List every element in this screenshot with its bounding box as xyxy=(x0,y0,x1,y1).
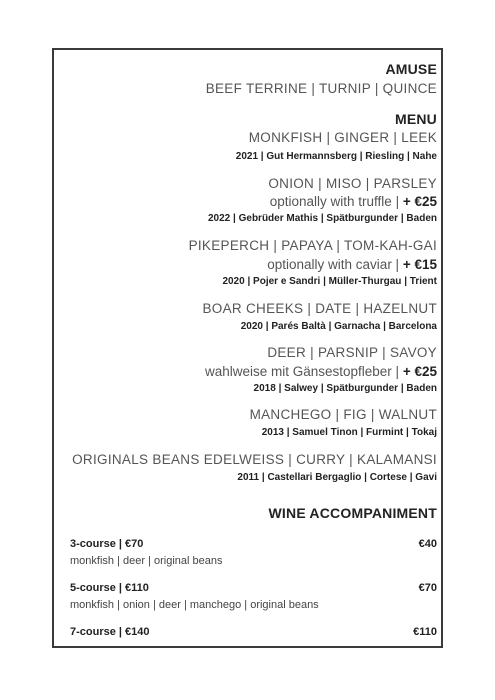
course-2-option-text: optionally with truffle | xyxy=(269,194,403,209)
course-1-dish: MONKFISH | GINGER | LEEK xyxy=(248,130,437,145)
course-option-3-wine-price: €40 xyxy=(418,538,437,550)
course-option-3-label: 3-course | €70 xyxy=(70,538,144,550)
course-4-dish: BOAR CHEEKS | DATE | HAZELNUT xyxy=(202,301,437,316)
course-2-dish: ONION | MISO | PARSLEY xyxy=(268,176,437,191)
course-option-5-dishes: monkfish | onion | deer | manchego | original beans xyxy=(70,599,319,611)
amuse-heading: AMUSE xyxy=(385,61,437,77)
course-5-option-text: wahlweise mit Gänsestopfleber | xyxy=(204,364,403,379)
course-4-wine: 2020 | Parés Baltà | Garnacha | Barcelona xyxy=(240,321,437,332)
course-option-3-dishes: monkfish | deer | original beans xyxy=(70,555,223,567)
course-option-5-wine-price: €70 xyxy=(418,582,437,594)
course-6-dish: MANCHEGO | FIG | WALNUT xyxy=(249,407,437,422)
course-option-7-wine-price: €110 xyxy=(413,626,437,638)
course-5-dish: DEER | PARSNIP | SAVOY xyxy=(267,345,437,360)
wine-accompaniment-heading: WINE ACCOMPANIMENT xyxy=(268,505,437,521)
pricing-section xyxy=(55,0,437,700)
course-2-wine: 2022 | Gebrüder Mathis | Spätburgunder | Baden xyxy=(208,213,437,224)
course-option-5-label: 5-course | €110 xyxy=(70,582,149,594)
course-5-wine: 2018 | Salwey | Spätburgunder | Baden xyxy=(253,383,437,394)
amuse-dish: BEEF TERRINE | TURNIP | QUINCE xyxy=(205,81,437,96)
course-3-option-price: + €15 xyxy=(402,257,437,272)
course-7-dish: ORIGINALS BEANS EDELWEISS | CURRY | KALAMANSI xyxy=(72,452,437,467)
course-6-wine: 2013 | Samuel Tinon | Furmint | Tokaj xyxy=(261,427,437,438)
course-7-wine: 2011 | Castellari Bergaglio | Cortese | Gavi xyxy=(237,472,437,483)
course-3-dish: PIKEPERCH | PAPAYA | TOM-KAH-GAI xyxy=(188,238,437,253)
course-option-7-label: 7-course | €140 xyxy=(70,626,150,638)
course-5-option-price: + €25 xyxy=(402,364,437,379)
course-3-option-text: optionally with caviar | xyxy=(267,257,403,272)
course-2-option-price: + €25 xyxy=(402,194,437,209)
course-3-wine: 2020 | Pojer e Sandri | Müller-Thurgau | Trient xyxy=(222,276,437,287)
course-1-wine: 2021 | Gut Hermannsberg | Riesling | Nahe xyxy=(235,151,437,162)
menu-heading: MENU xyxy=(394,111,437,127)
